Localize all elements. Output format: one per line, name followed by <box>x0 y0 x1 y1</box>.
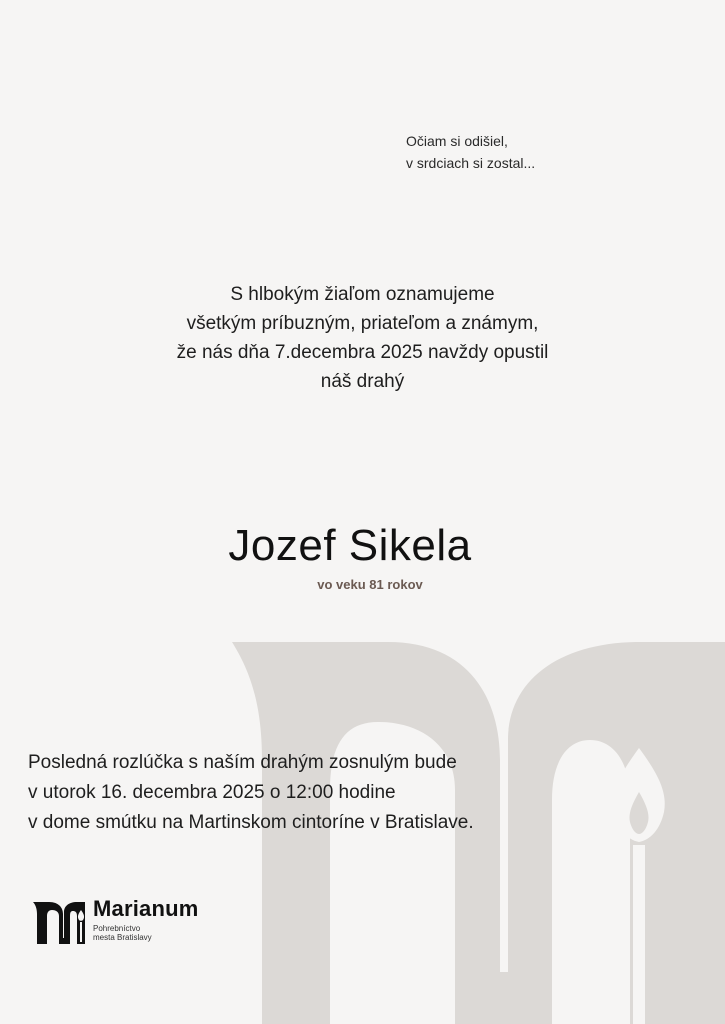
announcement-line-1: S hlbokým žiaľom oznamujeme <box>230 284 495 305</box>
logo-subtitle <box>93 924 152 942</box>
motto-line-2: v srdciach si zostal... <box>406 155 536 171</box>
motto-line-1: Očiam si odišiel, <box>406 133 508 149</box>
logo-title: Marianum <box>93 896 199 921</box>
announcement-line-2: všetkým príbuzným, priateľom a známym, <box>186 313 539 334</box>
announcement-line-3: že nás dňa 7.decembra 2025 navždy opustil <box>176 342 549 363</box>
logo-subtitle-line-1: Pohrebníctvo <box>93 924 141 933</box>
deceased-name: Jozef Sikela <box>228 521 472 570</box>
marianum-logo-icon <box>33 900 85 944</box>
funeral-details-line-2: v utorok 16. decembra 2025 o 12:00 hodine <box>28 782 396 803</box>
funeral-details <box>28 748 474 838</box>
funeral-details-line-3: v dome smútku na Martinskom cintoríne v Bratislave. <box>28 812 474 833</box>
deceased-age: vo veku 81 rokov <box>317 577 423 592</box>
announcement-line-4: náš drahý <box>320 371 405 392</box>
logo-subtitle-line-2: mesta Bratislavy <box>93 933 152 942</box>
announcement <box>0 280 725 396</box>
funeral-details-line-1: Posledná rozlúčka s naším drahým zosnulým bude <box>28 752 457 773</box>
motto <box>406 130 535 174</box>
